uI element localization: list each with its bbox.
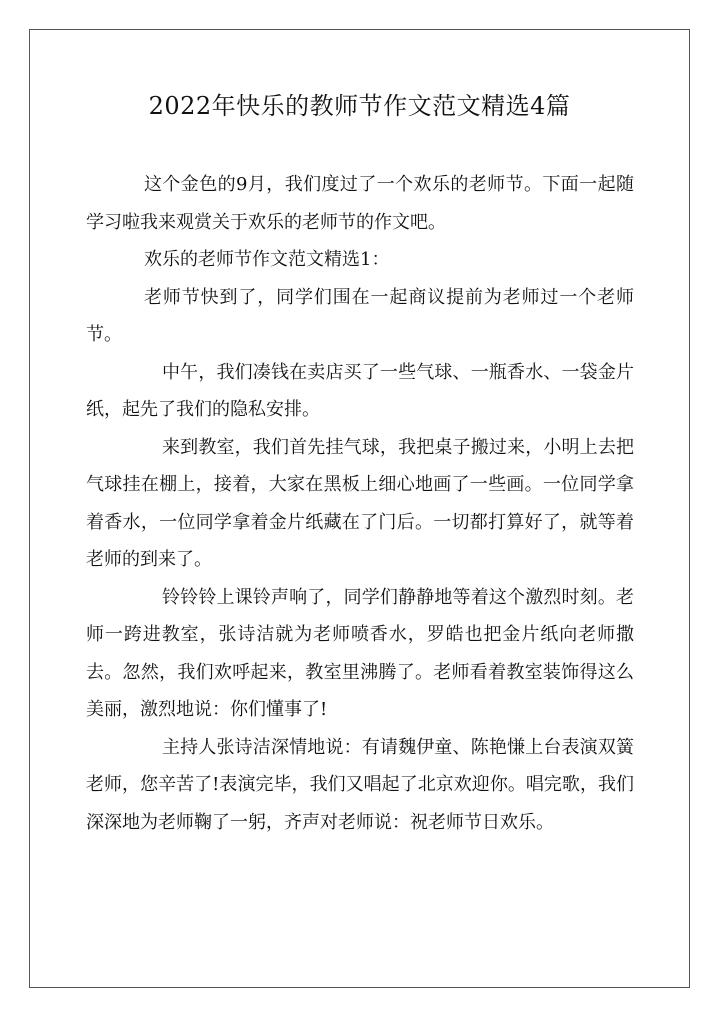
document-body: [86, 166, 634, 841]
paragraph-3: 来到教室，我们首先挂气球，我把桌子搬过来，小明上去把气球挂在棚上，接着，大家在黑板上细心地画了一些画。一位同学拿着香水，一位同学拿着金片纸藏在了门后。一切都打算好了，就等着老师的到来了。: [86, 436, 634, 570]
paragraph-5: 主持人张诗洁深情地说：有请魏伊童、陈艳慊上台表演双簧老师，您辛苦了!表演完毕，我们又唱起了北京欢迎你。唱完歌，我们深深地为老师鞠了一躬，齐声对老师说：祝老师节日欢乐。: [86, 736, 634, 833]
paragraph-intro: 这个金色的9月，我们度过了一个欢乐的老师节。下面一起随学习啦我来观赏关于欢乐的老师节的作文吧。: [86, 174, 634, 233]
paragraph-section-heading: 欢乐的老师节作文范文精选1：: [144, 249, 390, 270]
paragraph-4: 铃铃铃上课铃声响了，同学们静静地等着这个激烈时刻。老师一跨进教室，张诗洁就为老师喷香水，罗皓也把金片纸向老师撒去。忽然，我们欢呼起来，教室里沸腾了。老师看着教室装饰得这么美丽，激烈地说：你们懂事了!: [86, 586, 634, 720]
paragraph-2: 中午，我们凑钱在卖店买了一些气球、一瓶香水、一袋金片纸，起先了我们的隐私安排。: [86, 361, 634, 420]
paragraph-1: 老师节快到了，同学们围在一起商议提前为老师过一个老师节。: [86, 286, 634, 345]
document-title: 2022年快乐的教师节作文范文精选4篇: [148, 92, 571, 120]
